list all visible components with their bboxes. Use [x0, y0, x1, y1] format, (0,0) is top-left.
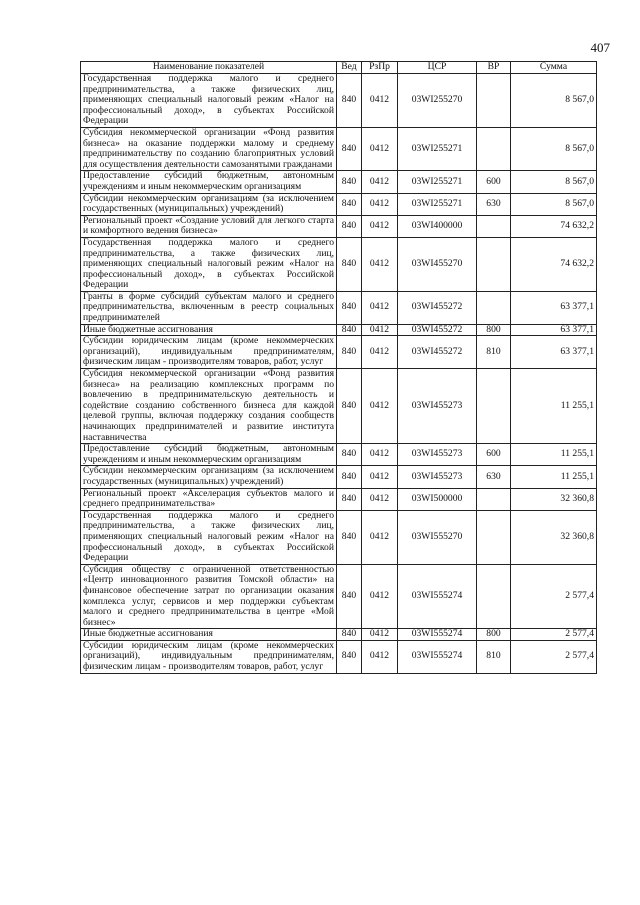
table-body	[81, 74, 597, 674]
table-row	[81, 324, 597, 336]
table-row	[81, 215, 597, 237]
cell-rzpr: 0412	[362, 215, 398, 237]
cell-name: Региональный проект «Акселерация субъектов малого и среднего предпринимательства»	[81, 488, 337, 510]
cell-csr: 03WI255270	[398, 74, 477, 128]
cell-csr: 03WI455273	[398, 369, 477, 444]
header-name: Наименование показателей	[81, 62, 337, 74]
cell-sum: 8 567,0	[511, 171, 597, 193]
cell-csr: 03WI555274	[398, 629, 477, 641]
cell-rzpr: 0412	[362, 564, 398, 629]
table-row	[81, 127, 597, 170]
cell-vr: 800	[477, 324, 511, 336]
cell-csr: 03WI455273	[398, 466, 477, 488]
cell-vr: 810	[477, 640, 511, 673]
cell-csr: 03WI255271	[398, 193, 477, 215]
cell-rzpr: 0412	[362, 629, 398, 641]
table-row	[81, 488, 597, 510]
cell-ved: 840	[337, 171, 362, 193]
cell-ved: 840	[337, 237, 362, 291]
cell-vr	[477, 215, 511, 237]
cell-vr	[477, 369, 511, 444]
cell-sum: 2 577,4	[511, 564, 597, 629]
table-row	[81, 336, 597, 369]
table-row	[81, 510, 597, 564]
cell-rzpr: 0412	[362, 74, 398, 128]
cell-rzpr: 0412	[362, 193, 398, 215]
cell-ved: 840	[337, 488, 362, 510]
cell-name: Гранты в форме субсидий субъектам малого и среднего предпринимательства, включенным в реестр социальных предпринимателей	[81, 291, 337, 324]
cell-csr: 03WI555274	[398, 640, 477, 673]
cell-csr: 03WI455272	[398, 324, 477, 336]
cell-ved: 840	[337, 324, 362, 336]
cell-csr: 03WI455272	[398, 336, 477, 369]
cell-sum: 11 255,1	[511, 466, 597, 488]
cell-sum: 2 577,4	[511, 640, 597, 673]
cell-csr: 03WI455272	[398, 291, 477, 324]
cell-rzpr: 0412	[362, 237, 398, 291]
cell-name: Государственная поддержка малого и среднего предпринимательства, а также физических лиц, применяющих специальный налоговый режим «Налог на профессиональный доход», в субъектах Российской Федерации	[81, 510, 337, 564]
cell-vr	[477, 237, 511, 291]
cell-name: Субсидии юридическим лицам (кроме некоммерческих организаций), индивидуальным предпринимателям, физическим лицам - производителям товаров, работ, услуг	[81, 336, 337, 369]
cell-csr: 03WI400000	[398, 215, 477, 237]
cell-vr: 630	[477, 193, 511, 215]
cell-csr: 03WI255271	[398, 127, 477, 170]
table-row	[81, 640, 597, 673]
cell-vr: 630	[477, 466, 511, 488]
table-row	[81, 466, 597, 488]
cell-ved: 840	[337, 629, 362, 641]
table-row	[81, 171, 597, 193]
cell-name: Региональный проект «Создание условий для легкого старта и комфортного ведения бизнеса»	[81, 215, 337, 237]
cell-sum: 32 360,8	[511, 510, 597, 564]
cell-vr: 800	[477, 629, 511, 641]
cell-ved: 840	[337, 291, 362, 324]
table-header-row	[81, 62, 597, 74]
cell-vr	[477, 510, 511, 564]
cell-name: Субсидии некоммерческим организациям (за исключением государственных (муниципальных) учреждений)	[81, 193, 337, 215]
cell-sum: 2 577,4	[511, 629, 597, 641]
cell-rzpr: 0412	[362, 127, 398, 170]
cell-rzpr: 0412	[362, 466, 398, 488]
cell-csr: 03WI500000	[398, 488, 477, 510]
cell-ved: 840	[337, 510, 362, 564]
cell-rzpr: 0412	[362, 291, 398, 324]
table-row	[81, 291, 597, 324]
cell-name: Предоставление субсидий бюджетным, автономным учреждениям и иным некоммерческим организациям	[81, 444, 337, 466]
table-row	[81, 444, 597, 466]
header-ved: Вед	[337, 62, 362, 74]
cell-ved: 840	[337, 564, 362, 629]
cell-name: Субсидия обществу с ограниченной ответственностью «Центр инновационного развития Томской области» на финансовое обеспечение затрат по организации оказания комплекса услуг, сервисов и мер поддержки субъектам малого и среднего предпринимательства в центре «Мой бизнес»	[81, 564, 337, 629]
cell-ved: 840	[337, 74, 362, 128]
cell-vr	[477, 291, 511, 324]
cell-name: Субсидии юридическим лицам (кроме некоммерческих организаций), индивидуальным предпринимателям, физическим лицам - производителям товаров, работ, услуг	[81, 640, 337, 673]
cell-name: Государственная поддержка малого и среднего предпринимательства, а также физических лиц, применяющих специальный налоговый режим «Налог на профессиональный доход», в субъектах Российской Федерации	[81, 237, 337, 291]
header-rzpr: РзПр	[362, 62, 398, 74]
cell-csr: 03WI555270	[398, 510, 477, 564]
cell-rzpr: 0412	[362, 510, 398, 564]
header-vr: ВР	[477, 62, 511, 74]
cell-ved: 840	[337, 369, 362, 444]
cell-ved: 840	[337, 193, 362, 215]
cell-sum: 74 632,2	[511, 237, 597, 291]
cell-sum: 63 377,1	[511, 291, 597, 324]
cell-csr: 03WI255271	[398, 171, 477, 193]
cell-sum: 8 567,0	[511, 127, 597, 170]
cell-name: Иные бюджетные ассигнования	[81, 629, 337, 641]
cell-name: Субсидия некоммерческой организации «Фонд развития бизнеса» на оказание поддержки малому и среднему предпринимательству по созданию благоприятных условий для осуществления деятельности самозанятыми гражданами	[81, 127, 337, 170]
cell-sum: 32 360,8	[511, 488, 597, 510]
cell-vr	[477, 564, 511, 629]
cell-name: Субсидия некоммерческой организации «Фонд развития бизнеса» на реализацию комплексных программ по вовлечению в предпринимательскую деятельность и содействие созданию собственного бизнеса для каждой целевой группы, включая поддержку создания сообществ начинающих предпринимателей и развитие института наставничества	[81, 369, 337, 444]
cell-vr: 600	[477, 444, 511, 466]
cell-name: Субсидии некоммерческим организациям (за исключением государственных (муниципальных) учреждений)	[81, 466, 337, 488]
cell-ved: 840	[337, 127, 362, 170]
cell-name: Государственная поддержка малого и среднего предпринимательства, а также физических лиц, применяющих специальный налоговый режим «Налог на профессиональный доход», в субъектах Российской Федерации	[81, 74, 337, 128]
cell-vr	[477, 127, 511, 170]
cell-sum: 11 255,1	[511, 444, 597, 466]
page-number: 407	[590, 40, 610, 55]
table-row	[81, 237, 597, 291]
cell-sum: 11 255,1	[511, 369, 597, 444]
cell-rzpr: 0412	[362, 324, 398, 336]
cell-ved: 840	[337, 444, 362, 466]
cell-sum: 63 377,1	[511, 336, 597, 369]
header-sum: Сумма	[511, 62, 597, 74]
table-row	[81, 564, 597, 629]
cell-rzpr: 0412	[362, 640, 398, 673]
cell-name: Иные бюджетные ассигнования	[81, 324, 337, 336]
cell-sum: 63 377,1	[511, 324, 597, 336]
cell-name: Предоставление субсидий бюджетным, автономным учреждениям и иным некоммерческим организациям	[81, 171, 337, 193]
cell-csr: 03WI555274	[398, 564, 477, 629]
cell-rzpr: 0412	[362, 171, 398, 193]
cell-ved: 840	[337, 215, 362, 237]
table-row	[81, 369, 597, 444]
cell-ved: 840	[337, 336, 362, 369]
cell-rzpr: 0412	[362, 488, 398, 510]
cell-csr: 03WI455270	[398, 237, 477, 291]
cell-ved: 840	[337, 640, 362, 673]
cell-sum: 8 567,0	[511, 193, 597, 215]
table-row	[81, 629, 597, 641]
cell-rzpr: 0412	[362, 369, 398, 444]
budget-table	[80, 61, 597, 674]
cell-rzpr: 0412	[362, 444, 398, 466]
cell-vr: 810	[477, 336, 511, 369]
table-row	[81, 193, 597, 215]
table-row	[81, 74, 597, 128]
cell-vr: 600	[477, 171, 511, 193]
cell-sum: 74 632,2	[511, 215, 597, 237]
cell-csr: 03WI455273	[398, 444, 477, 466]
cell-vr	[477, 74, 511, 128]
cell-vr	[477, 488, 511, 510]
cell-sum: 8 567,0	[511, 74, 597, 128]
header-csr: ЦСР	[398, 62, 477, 74]
cell-rzpr: 0412	[362, 336, 398, 369]
cell-ved: 840	[337, 466, 362, 488]
